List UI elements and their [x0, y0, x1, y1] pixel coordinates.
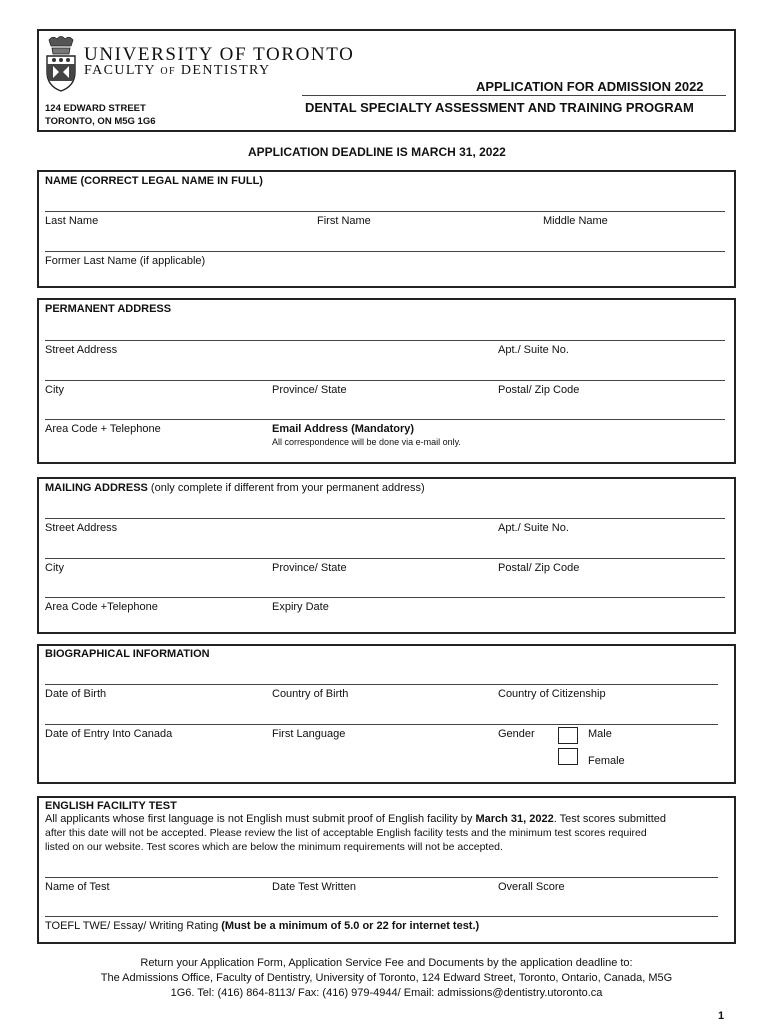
- middle-name-label: Middle Name: [543, 215, 608, 227]
- perm-phone-label: Area Code + Telephone: [45, 423, 161, 435]
- faculty-name: [84, 63, 271, 79]
- last-name-field[interactable]: [45, 211, 313, 212]
- name-heading: NAME (CORRECT LEGAL NAME IN FULL): [45, 175, 263, 187]
- mail-city-field[interactable]: [45, 558, 725, 559]
- female-checkbox[interactable]: [558, 748, 578, 765]
- toefl-text: TOEFL TWE/ Essay/ Writing Rating: [45, 920, 222, 932]
- footer-line-2: The Admissions Office, Faculty of Dentistry, University of Toronto, 124 Edward Street, Toronto, Ontario, Canada, M5G: [100, 972, 673, 984]
- footer-line-1: Return your Application Form, Application Service Fee and Documents by the application deadline to:: [140, 957, 633, 969]
- citizenship-label: Country of Citizenship: [498, 688, 606, 700]
- perm-city-label: City: [45, 384, 64, 396]
- entry-date-field[interactable]: [45, 724, 718, 725]
- former-last-name-field[interactable]: [45, 251, 725, 252]
- name-section: [37, 170, 736, 288]
- perm-apt-label: Apt./ Suite No.: [498, 344, 569, 356]
- address-line-2: TORONTO, ON M5G 1G6: [45, 116, 156, 127]
- english-paragraph-3: listed on our website. Test scores which are below the minimum requirements will not be accepted.: [45, 841, 503, 853]
- mail-street-label: Street Address: [45, 522, 118, 534]
- middle-name-field[interactable]: [539, 211, 725, 212]
- toefl-minimum: (Must be a minimum of 5.0 or 22 for internet test.): [221, 920, 480, 932]
- biographical-section: [37, 644, 736, 784]
- address-line-1: 124 EDWARD STREET: [45, 103, 146, 114]
- faculty-dentistry: DENTISTRY: [180, 63, 271, 78]
- perm-phone-field[interactable]: [45, 419, 725, 420]
- form-title: APPLICATION FOR ADMISSION 2022: [476, 79, 704, 94]
- english-p1-end: . Test scores submitted: [553, 813, 667, 825]
- entry-date-label: Date of Entry Into Canada: [45, 728, 173, 740]
- faculty-of: OF: [160, 66, 177, 77]
- perm-email-label: Email Address (Mandatory): [272, 423, 415, 435]
- first-name-label: First Name: [317, 215, 371, 227]
- english-p1-text: All applicants whose first language is not English must submit proof of English facility by: [45, 813, 476, 825]
- biographical-heading: BIOGRAPHICAL INFORMATION: [45, 648, 210, 660]
- footer: [37, 956, 736, 1001]
- test-name-label: Name of Test: [45, 881, 110, 893]
- toefl-label: [45, 920, 479, 932]
- footer-line-3: 1G6. Tel: (416) 864-8113/ Fax: (416) 979-4944/ Email: admissions@dentistry.utoronto.ca: [170, 987, 603, 999]
- last-name-label: Last Name: [45, 215, 99, 227]
- perm-postal-label: Postal/ Zip Code: [498, 384, 580, 396]
- dob-field[interactable]: [45, 684, 718, 685]
- application-deadline: APPLICATION DEADLINE IS MARCH 31, 2022: [248, 145, 506, 159]
- university-crest-logo: [44, 34, 78, 92]
- mail-street-field[interactable]: [45, 518, 725, 519]
- mail-city-label: City: [45, 562, 64, 574]
- perm-street-label: Street Address: [45, 344, 118, 356]
- toefl-field[interactable]: [45, 916, 718, 917]
- english-heading: ENGLISH FACILITY TEST: [45, 800, 177, 812]
- program-title: DENTAL SPECIALTY ASSESSMENT AND TRAINING PROGRAM: [305, 100, 694, 115]
- perm-province-label: Province/ State: [272, 384, 347, 396]
- english-p1-deadline: March 31, 2022: [475, 813, 554, 825]
- mail-postal-label: Postal/ Zip Code: [498, 562, 580, 574]
- dob-label: Date of Birth: [45, 688, 107, 700]
- female-label: Female: [588, 755, 625, 767]
- mailing-heading-note: (only complete if different from your permanent address): [147, 482, 425, 494]
- perm-street-field[interactable]: [45, 340, 725, 341]
- faculty-word: FACULTY: [84, 63, 156, 78]
- overall-score-label: Overall Score: [498, 881, 565, 893]
- mail-expiry-label: Expiry Date: [272, 601, 329, 613]
- gender-label: Gender: [498, 728, 535, 740]
- test-name-field[interactable]: [45, 877, 718, 878]
- mail-province-label: Province/ State: [272, 562, 347, 574]
- header-divider: [302, 95, 726, 96]
- perm-email-note: All correspondence will be done via e-mail only.: [272, 437, 461, 447]
- mail-phone-field[interactable]: [45, 597, 725, 598]
- male-checkbox[interactable]: [558, 727, 578, 744]
- page-number: 1: [718, 1010, 725, 1022]
- former-last-name-label: Former Last Name (if applicable): [45, 255, 206, 267]
- mail-phone-label: Area Code +Telephone: [45, 601, 158, 613]
- first-name-field[interactable]: [313, 211, 539, 212]
- university-name: UNIVERSITY OF TORONTO: [84, 44, 355, 65]
- mailing-heading-title: MAILING ADDRESS: [45, 482, 148, 494]
- first-language-label: First Language: [272, 728, 346, 740]
- mailing-address-heading: [45, 482, 425, 494]
- male-label: Male: [588, 728, 612, 740]
- permanent-address-heading: PERMANENT ADDRESS: [45, 303, 172, 315]
- perm-city-field[interactable]: [45, 380, 725, 381]
- country-birth-label: Country of Birth: [272, 688, 349, 700]
- english-paragraph-2: after this date will not be accepted. Please review the list of acceptable English facility tests and the minimum test scores required: [45, 827, 647, 839]
- date-written-label: Date Test Written: [272, 881, 356, 893]
- english-paragraph-1: [45, 813, 666, 825]
- mail-apt-label: Apt./ Suite No.: [498, 522, 569, 534]
